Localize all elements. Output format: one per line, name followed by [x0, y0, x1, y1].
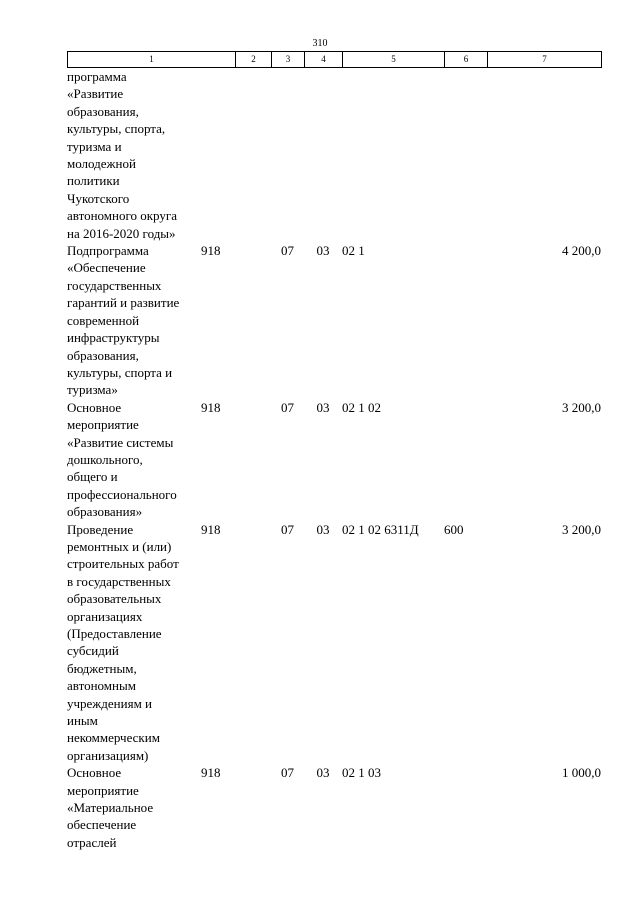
- amount-cell: 1 000,0: [562, 765, 601, 781]
- target-article-cell: 02 1 03: [342, 765, 381, 781]
- row-name-cell: [67, 399, 201, 521]
- section-cell: [271, 68, 304, 242]
- amount-cell: 3 200,0: [562, 521, 601, 537]
- row-name-line: Подпрограмма: [67, 243, 149, 259]
- budget-table: [67, 68, 601, 851]
- section-cell: 07: [281, 521, 294, 537]
- row-name-line: образования,: [67, 347, 139, 363]
- row-name-cell: [67, 242, 201, 399]
- row-name-line: мероприятие: [67, 782, 139, 798]
- expense-type-cell: 600: [444, 521, 464, 537]
- row-name-line: гарантий и развитие: [67, 295, 180, 311]
- row-name-line: Основное: [67, 765, 122, 781]
- column-header-row: [68, 52, 602, 68]
- row-name-line: профессионального: [67, 486, 177, 502]
- amount-cell: 3 200,0: [562, 399, 601, 415]
- expense-type-cell: [444, 242, 487, 399]
- row-name-line: бюджетным,: [67, 660, 137, 676]
- row-name-line: ремонтных и (или): [67, 538, 172, 554]
- row-name-line: инфраструктуры: [67, 330, 160, 346]
- row-name-line: обеспечение: [67, 817, 137, 833]
- column-header-7: 7: [488, 52, 602, 68]
- row-name-line: автономным: [67, 678, 136, 694]
- row-name-line: современной: [67, 312, 140, 328]
- amount-cell: [487, 68, 601, 242]
- row-name-line: Основное: [67, 399, 122, 415]
- row-name-cell: [67, 764, 201, 851]
- table-row: [67, 399, 601, 521]
- table-row: [67, 764, 601, 851]
- row-name-line: туризма и: [67, 138, 122, 154]
- table-row: [67, 68, 601, 242]
- row-name-line: учреждениям и: [67, 695, 153, 711]
- table-row: [67, 521, 601, 765]
- subsection-cell: [304, 68, 342, 242]
- section-cell: 07: [281, 399, 294, 415]
- target-article-cell: 02 1 02 6311Д: [342, 521, 419, 537]
- expense-type-cell: [444, 68, 487, 242]
- column-header-6: 6: [445, 52, 488, 68]
- table-row: [67, 242, 601, 399]
- gp-code-cell: 918: [201, 521, 221, 537]
- row-name-line: образования»: [67, 504, 143, 520]
- row-name-line: культуры, спорта,: [67, 121, 166, 137]
- subsection-cell: 03: [316, 521, 330, 537]
- row-name-line: дошкольного,: [67, 451, 143, 467]
- subsection-cell: 03: [316, 399, 330, 415]
- column-header-1: 1: [68, 52, 236, 68]
- row-name-line: субсидий: [67, 643, 119, 659]
- subsection-cell: 03: [316, 765, 330, 781]
- column-header-5: 5: [343, 52, 445, 68]
- row-name-line: туризма»: [67, 382, 118, 398]
- column-header-2: 2: [236, 52, 272, 68]
- row-name-line: государственных: [67, 277, 162, 293]
- row-name-line: образования,: [67, 103, 139, 119]
- row-name-line: на 2016-2020 годы»: [67, 225, 176, 241]
- section-cell: 07: [281, 243, 294, 259]
- row-name-line: организациям): [67, 747, 149, 763]
- target-article-cell: [342, 68, 444, 242]
- row-name-line: общего и: [67, 469, 118, 485]
- row-name-line: мероприятие: [67, 417, 139, 433]
- row-name-line: автономного округа: [67, 208, 177, 224]
- section-cell: 07: [281, 765, 294, 781]
- column-header-3: 3: [272, 52, 305, 68]
- target-article-cell: 02 1 02: [342, 399, 381, 415]
- column-header-table: [67, 51, 602, 68]
- subsection-cell: 03: [316, 243, 330, 259]
- gp-code-cell: [201, 68, 271, 242]
- row-name-line: отраслей: [67, 834, 117, 850]
- gp-code-cell: 918: [201, 399, 221, 415]
- row-name-line: «Развитие: [67, 86, 124, 102]
- row-name-line: «Развитие системы: [67, 434, 174, 450]
- row-name-line: политики: [67, 173, 120, 189]
- budget-table-body: [67, 68, 601, 851]
- page-number: 310: [312, 38, 328, 49]
- row-name-line: Чукотского: [67, 190, 130, 206]
- gp-code-cell: 918: [201, 765, 221, 781]
- target-article-cell: 02 1: [342, 243, 365, 259]
- column-header-4: 4: [305, 52, 343, 68]
- expense-type-cell: [444, 399, 487, 521]
- row-name-cell: [67, 68, 201, 242]
- row-name-line: в государственных: [67, 573, 171, 589]
- row-name-line: организациях: [67, 608, 143, 624]
- row-name-line: «Обеспечение: [67, 260, 146, 276]
- row-name-line: строительных работ: [67, 556, 179, 572]
- row-name-cell: [67, 521, 201, 765]
- row-name-line: Проведение: [67, 521, 134, 537]
- row-name-line: «Материальное: [67, 800, 154, 816]
- row-name-line: молодежной: [67, 156, 136, 172]
- row-name-line: программа: [67, 69, 127, 84]
- row-name-line: некоммерческим: [67, 730, 160, 746]
- gp-code-cell: 918: [201, 243, 221, 259]
- row-name-line: культуры, спорта и: [67, 364, 173, 380]
- expense-type-cell: [444, 764, 487, 851]
- amount-cell: 4 200,0: [562, 243, 601, 259]
- row-name-line: образовательных: [67, 591, 162, 607]
- row-name-line: иным: [67, 713, 98, 729]
- row-name-line: (Предоставление: [67, 626, 162, 641]
